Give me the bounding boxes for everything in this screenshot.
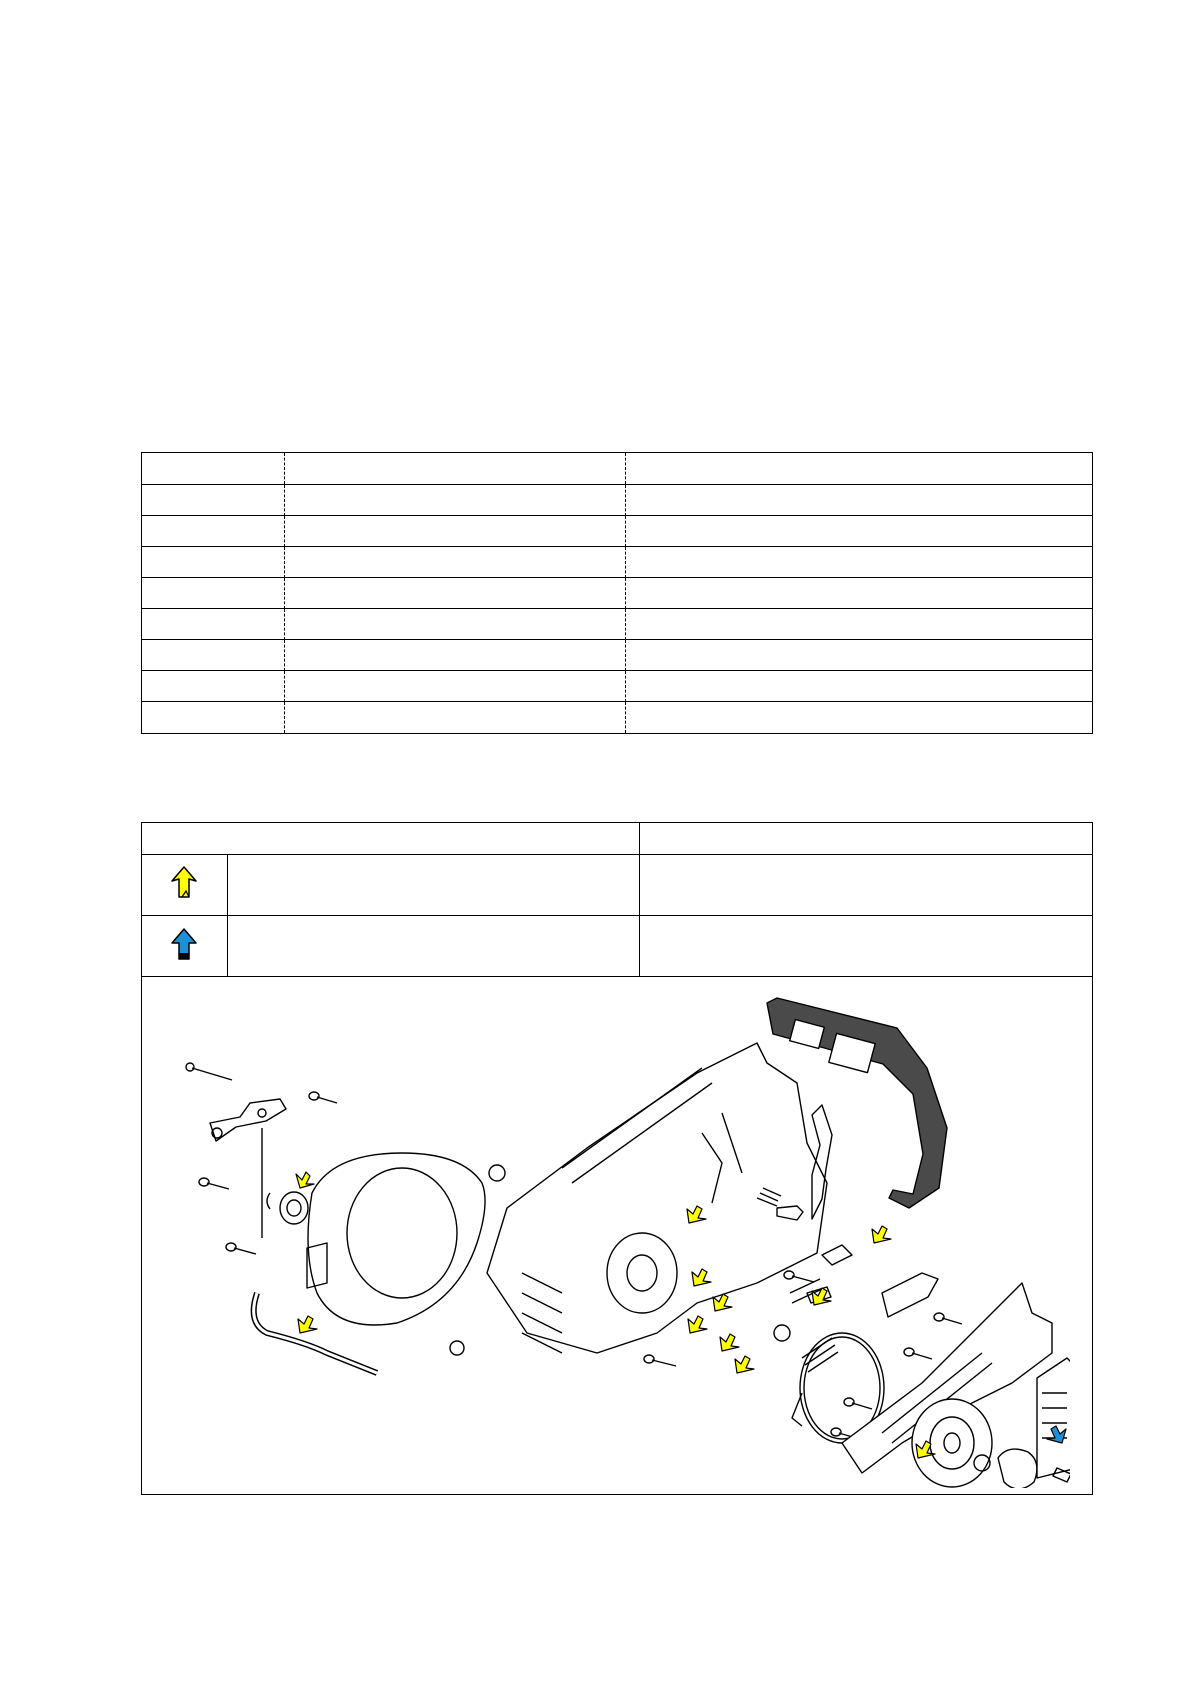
legend-bottom-divider bbox=[142, 976, 1092, 977]
part-note-cell bbox=[625, 485, 1092, 516]
part-name-cell bbox=[284, 609, 625, 640]
column-divider bbox=[625, 516, 626, 547]
exploded-parts-diagram bbox=[162, 993, 1070, 1488]
part-name-cell bbox=[284, 578, 625, 609]
column-divider bbox=[284, 453, 285, 484]
column-divider bbox=[284, 547, 285, 578]
parts-table-row bbox=[142, 484, 1092, 516]
column-divider bbox=[625, 702, 626, 733]
part-name-cell bbox=[284, 516, 625, 547]
part-number-cell bbox=[142, 516, 284, 547]
parts-table-row bbox=[142, 639, 1092, 671]
legend-row-divider bbox=[142, 915, 1092, 916]
part-number-cell bbox=[142, 578, 284, 609]
column-divider bbox=[284, 516, 285, 547]
part-note-cell bbox=[625, 516, 1092, 547]
parts-table bbox=[141, 452, 1093, 734]
column-divider bbox=[625, 640, 626, 671]
part-number-cell bbox=[142, 671, 284, 702]
part-number-cell bbox=[142, 485, 284, 516]
column-divider bbox=[284, 485, 285, 516]
oil-pump bbox=[210, 1099, 286, 1238]
parts-table-row bbox=[142, 670, 1092, 702]
column-divider bbox=[625, 578, 626, 609]
part-number-cell bbox=[142, 702, 284, 733]
legend-column-divider bbox=[639, 823, 640, 976]
column-divider bbox=[625, 671, 626, 702]
column-divider bbox=[284, 671, 285, 702]
parts-table-row bbox=[142, 453, 1092, 484]
column-divider bbox=[284, 578, 285, 609]
part-note-cell bbox=[625, 453, 1092, 484]
part-note-cell bbox=[625, 547, 1092, 578]
legend-header-divider bbox=[142, 854, 1092, 855]
part-name-cell bbox=[284, 453, 625, 484]
parts-table-row bbox=[142, 515, 1092, 547]
part-number-cell bbox=[142, 453, 284, 484]
bar-plate bbox=[1037, 1358, 1070, 1482]
part-name-cell bbox=[284, 547, 625, 578]
column-divider bbox=[284, 702, 285, 733]
yellow-arrow-icon bbox=[170, 865, 198, 904]
column-divider bbox=[284, 640, 285, 671]
part-name-cell bbox=[284, 640, 625, 671]
part-note-cell bbox=[625, 671, 1092, 702]
crankcase-body bbox=[487, 1043, 827, 1353]
part-name-cell bbox=[284, 485, 625, 516]
clutch-shoes bbox=[998, 1449, 1037, 1488]
part-number-cell bbox=[142, 609, 284, 640]
legend-diagram-table bbox=[141, 822, 1093, 1495]
part-note-cell bbox=[625, 578, 1092, 609]
column-divider bbox=[284, 609, 285, 640]
parts-table-row bbox=[142, 577, 1092, 609]
part-number-cell bbox=[142, 640, 284, 671]
legend-icon-divider bbox=[227, 854, 228, 976]
bearing bbox=[267, 1192, 308, 1224]
part-number-cell bbox=[142, 547, 284, 578]
parts-table-row bbox=[142, 608, 1092, 640]
part-note-cell bbox=[625, 640, 1092, 671]
column-divider bbox=[625, 547, 626, 578]
part-note-cell bbox=[625, 702, 1092, 733]
column-divider bbox=[625, 453, 626, 484]
clutch-drum bbox=[912, 1399, 992, 1487]
part-name-cell bbox=[284, 671, 625, 702]
parts-table-row bbox=[142, 546, 1092, 578]
part-name-cell bbox=[284, 702, 625, 733]
part-note-cell bbox=[625, 609, 1092, 640]
column-divider bbox=[625, 485, 626, 516]
parts-table-row bbox=[142, 701, 1092, 733]
column-divider bbox=[625, 609, 626, 640]
flywheel-housing bbox=[307, 1153, 505, 1355]
blue-arrow-icon bbox=[170, 927, 198, 966]
